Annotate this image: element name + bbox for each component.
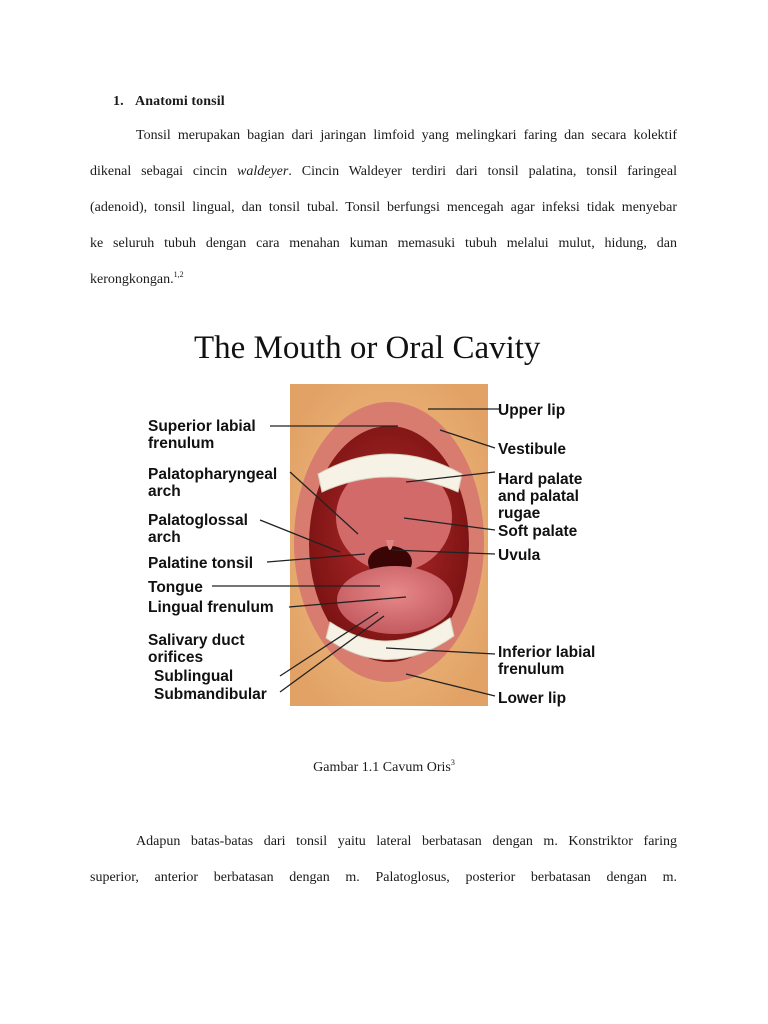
heading-title: Anatomi tonsil (135, 94, 225, 109)
paragraph-1-text-5: kerongkongan. (90, 272, 174, 287)
label-uvula: Uvula (498, 547, 541, 564)
section-heading (113, 94, 225, 110)
label-soft-palate: Soft palate (498, 523, 578, 540)
label-palatine-tonsil: Palatine tonsil (148, 555, 254, 572)
label-salivary-duct-1: Salivary duct (148, 632, 245, 649)
figure-caption (0, 760, 768, 776)
label-lingual-frenulum: Lingual frenulum (148, 599, 274, 616)
paragraph-1-line-5 (90, 262, 677, 298)
paragraph-1-text-1: Tonsil merupakan bagian dari jaringan limfoid yang melingkari faring dan secara kolektif (136, 128, 677, 143)
waldeyer-italic: waldeyer (237, 164, 289, 179)
label-palatoglossal-arch-1: Palatoglossal (148, 512, 248, 529)
caption-text: Gambar 1.1 Cavum Oris (313, 760, 451, 775)
label-lower-lip: Lower lip (498, 690, 567, 707)
label-submandibular: Submandibular (154, 686, 267, 703)
tongue-shape (337, 566, 453, 634)
label-hard-palate-2: and palatal (498, 488, 579, 505)
paragraph-1-line-3 (90, 190, 677, 226)
paragraph-2 (90, 824, 677, 896)
paragraph-1-line-4 (90, 226, 677, 262)
paragraph-1-text-4: ke seluruh tubuh dengan cara menahan kuman memasuki tubuh melalui mulut, hidung, dan (90, 236, 677, 251)
citation-superscript: 1,2 (173, 270, 184, 279)
label-superior-labial-frenulum-1: Superior labial (148, 418, 256, 435)
paragraph-1-text-2a: dikenal sebagai cincin (90, 164, 238, 179)
label-vestibule: Vestibule (498, 441, 567, 458)
paragraph-2-text-1: Adapun batas-batas dari tonsil yaitu lateral berbatasan dengan m. Konstriktor faring (136, 834, 677, 849)
paragraph-2-line-1 (90, 824, 677, 860)
label-palatoglossal-arch-2: arch (148, 529, 181, 546)
label-tongue: Tongue (148, 579, 203, 596)
figure-title: The Mouth or Oral Cavity (194, 330, 541, 366)
paragraph-1-line-1 (90, 118, 677, 154)
paragraph-1-line-2 (90, 154, 677, 190)
label-palatopharyngeal-arch-2: arch (148, 483, 181, 500)
paragraph-1-text-3: (adenoid), tonsil lingual, dan tonsil tubal. Tonsil berfungsi mencegah agar infeksi tidak menyebar (90, 200, 677, 215)
label-salivary-duct-2: orifices (148, 649, 204, 666)
paragraph-2-text-2: superior, anterior berbatasan dengan m. Palatoglosus, posterior berbatasan dengan m. (90, 870, 677, 885)
label-inferior-labial-frenulum-1: Inferior labial (498, 644, 596, 661)
paragraph-1 (90, 118, 677, 298)
label-hard-palate-3: rugae (498, 505, 541, 522)
label-upper-lip: Upper lip (498, 402, 566, 419)
paragraph-2-line-2 (90, 860, 677, 896)
label-superior-labial-frenulum-2: frenulum (148, 435, 215, 452)
caption-superscript: 3 (450, 758, 455, 767)
label-sublingual: Sublingual (154, 668, 234, 685)
heading-number: 1. (113, 94, 124, 109)
paragraph-1-text-2b: . Cincin Waldeyer terdiri dari tonsil palatina, tonsil faringeal (288, 164, 677, 179)
label-palatopharyngeal-arch-1: Palatopharyngeal (148, 466, 278, 483)
mouth-illustration (140, 322, 620, 722)
label-hard-palate-1: Hard palate (498, 471, 583, 488)
oral-cavity-figure (140, 322, 620, 722)
label-inferior-labial-frenulum-2: frenulum (498, 661, 565, 678)
